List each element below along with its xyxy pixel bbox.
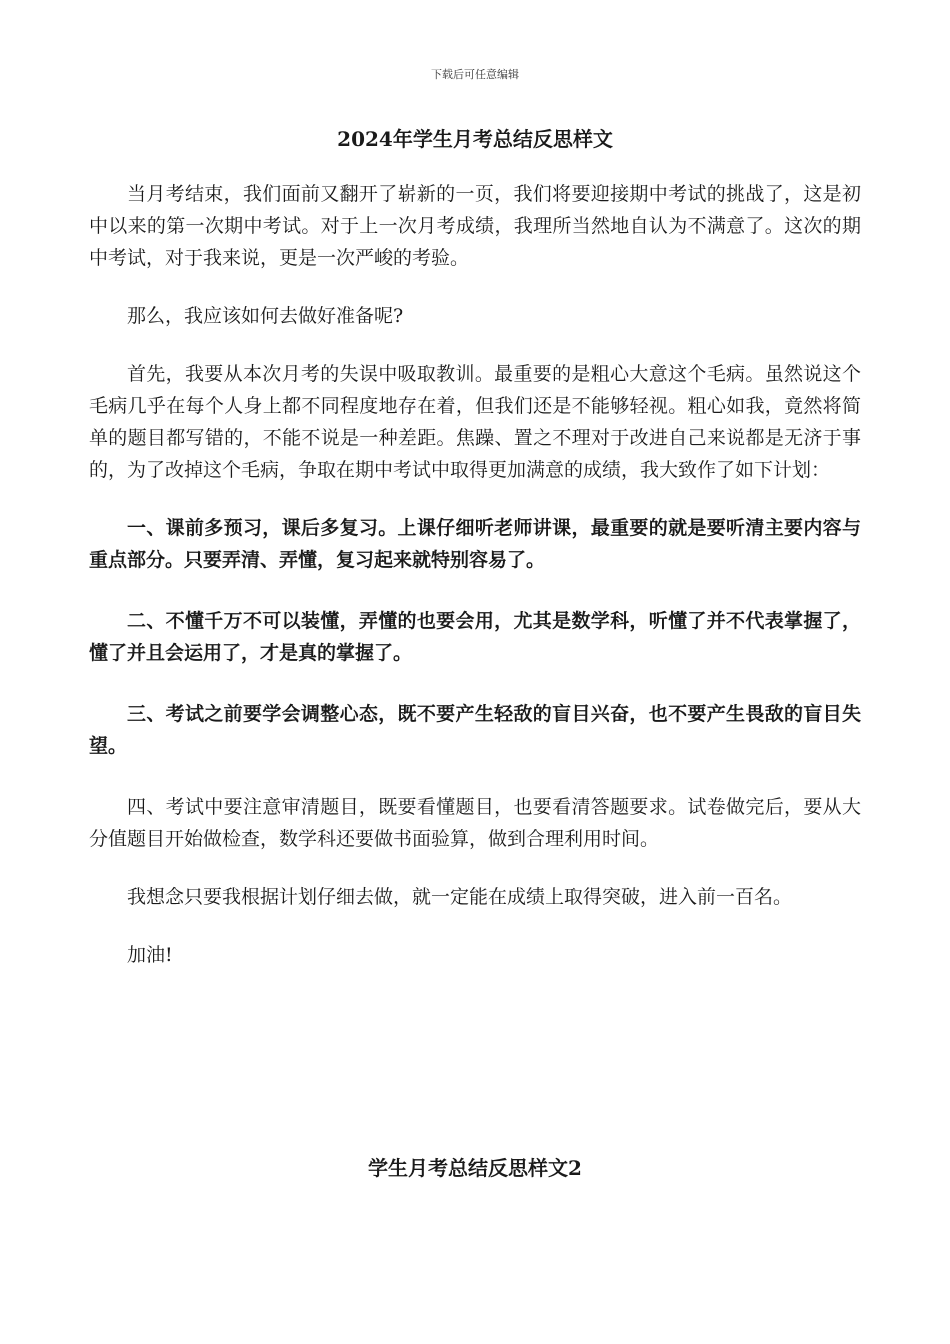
paragraph-intro: 当月考结束，我们面前又翻开了崭新的一页，我们将要迎接期中考试的挑战了，这是初中以来的第一次期中考试。对于上一次月考成绩，我理所当然地自认为不满意了。这次的期中考试，对于我来说，更是一次严峻的考验。 (89, 183, 861, 269)
paragraph-question: 那么，我应该如何去做好准备呢? (127, 305, 404, 327)
paragraph-plan-4: 四、考试中要注意审清题目，既要看懂题目，也要看清答题要求。试卷做完后，要从大分值题目开始做检查，数学科还要做书面验算，做到合理利用时间。 (89, 796, 861, 850)
paragraph-plan-2: 二、不懂千万不可以装懂，弄懂的也要会用，尤其是数学科，听懂了并不代表掌握了，懂了并且会运用了，才是真的掌握了。 (89, 610, 861, 664)
paragraph-plan-1: 一、课前多预习，课后多复习。上课仔细听老师讲课，最重要的就是要听清主要内容与重点部分。只要弄清、弄懂，复习起来就特别容易了。 (89, 517, 861, 571)
document-body (89, 178, 861, 971)
header-note: 下载后可任意编辑 (431, 68, 519, 81)
paragraph-first: 首先，我要从本次月考的失误中吸取教训。最重要的是粗心大意这个毛病。虽然说这个毛病几乎在每个人身上都不同程度地存在着，但我们还是不能够轻视。粗心如我，竟然将简单的题目都写错的，不能不说是一种差距。焦躁、置之不理对于改进自己来说都是无济于事的，为了改掉这个毛病，争取在期中考试中取得更加满意的成绩，我大致作了如下计划： (89, 363, 861, 481)
paragraph-conclusion: 我想念只要我根据计划仔细去做，就一定能在成绩上取得突破，进入前一百名。 (127, 886, 793, 908)
paragraph-cheer: 加油! (127, 944, 173, 966)
paragraph-plan-3: 三、考试之前要学会调整心态，既不要产生轻敌的盲目兴奋，也不要产生畏敌的盲目失望。 (89, 703, 861, 757)
document-title: 2024年学生月考总结反思样文 (337, 127, 613, 151)
section-subtitle: 学生月考总结反思样文2 (368, 1156, 582, 1180)
